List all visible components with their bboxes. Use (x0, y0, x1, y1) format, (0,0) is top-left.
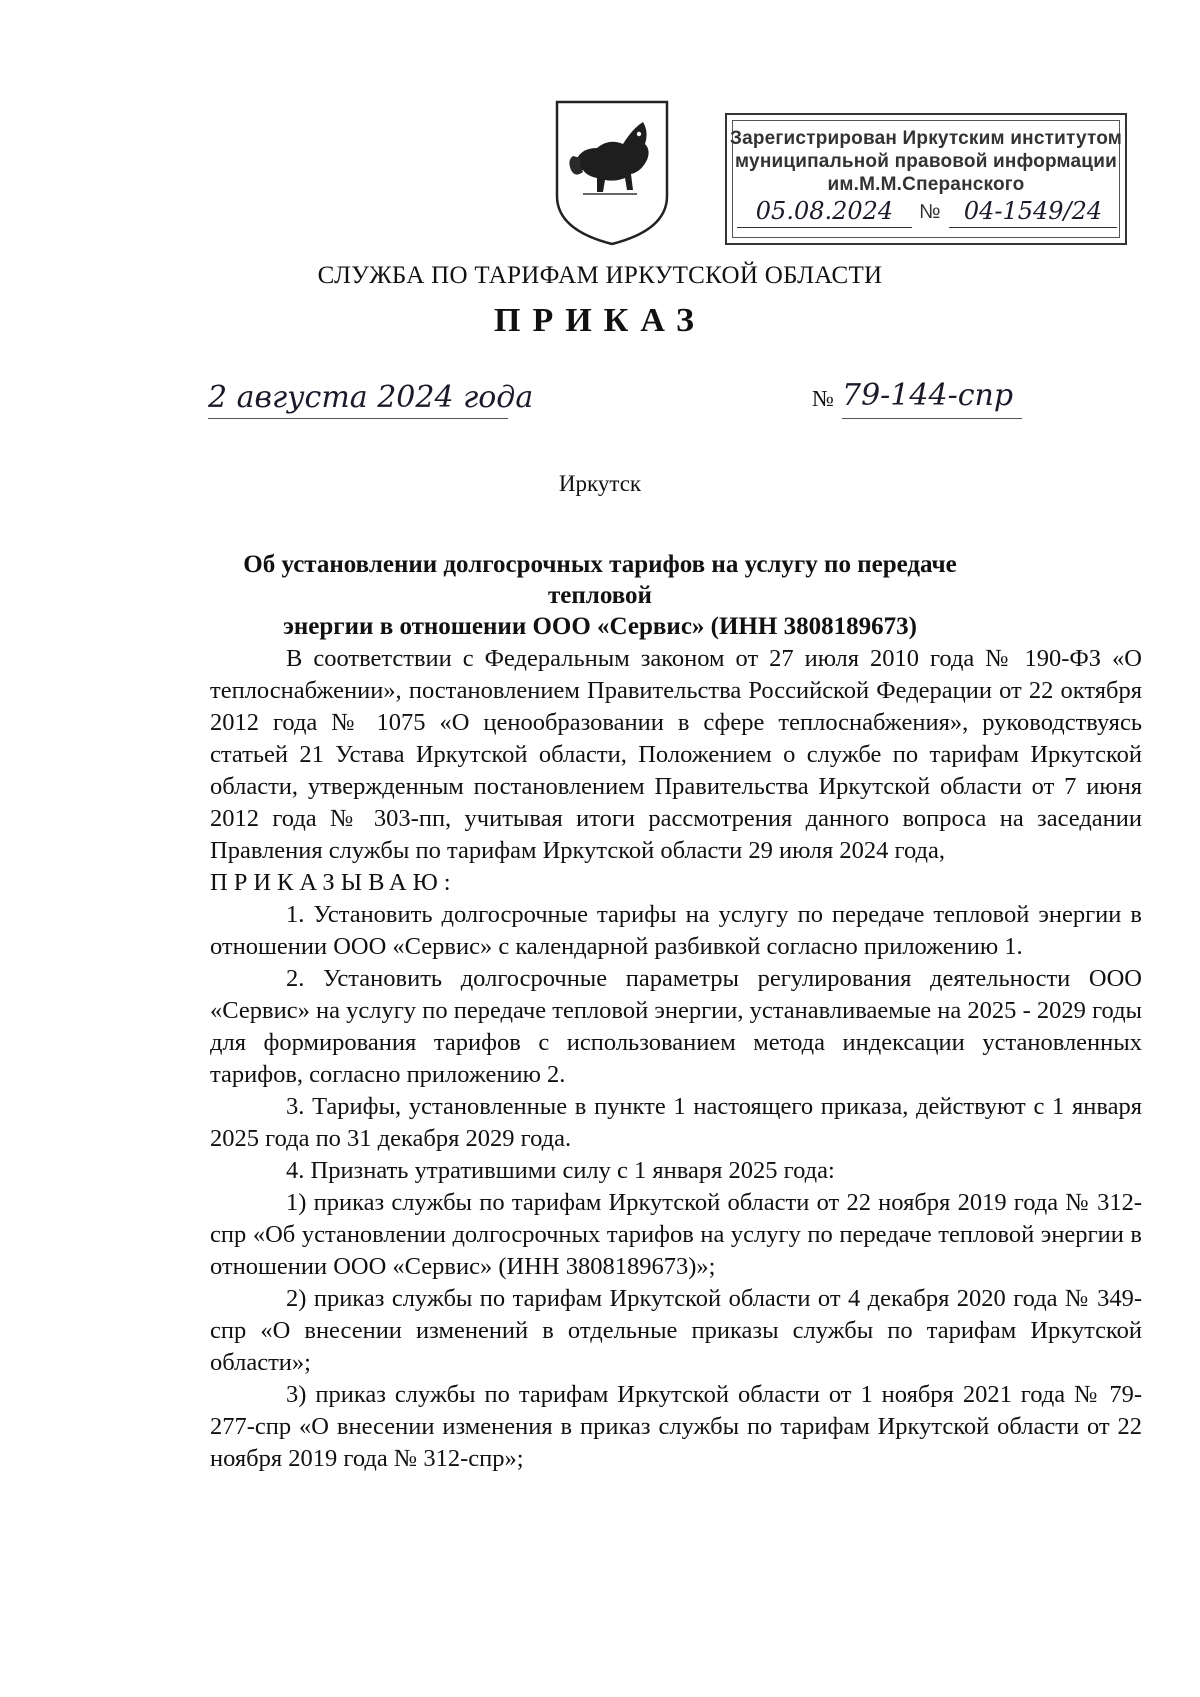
clause-paragraph: 4. Признать утратившими силу с 1 января 2025 года: (286, 1157, 835, 1184)
stamp-line: им.М.М.Сперанского (827, 174, 1025, 195)
registration-number-sign: № (919, 201, 941, 223)
stamp-line: Зарегистрирован Иркутским институтом (729, 128, 1123, 149)
document-body (210, 643, 1142, 1475)
title-line: энергии в отношении ООО «Сервис» (ИНН 3808189673) (283, 613, 917, 640)
order-number-sign: № (812, 386, 834, 411)
agency-name: СЛУЖБА ПО ТАРИФАМ ИРКУТСКОЙ ОБЛАСТИ (317, 262, 883, 289)
order-number: 79-144-спр (842, 378, 1014, 413)
city-name: Иркутск (558, 471, 642, 496)
title-line: Об установлении долгосрочных тарифов на услугу по передаче тепловой (243, 551, 957, 609)
date-underline (208, 418, 508, 419)
subclause-paragraph: 3) приказ службы по тарифам Иркутской области от 1 ноября 2021 года № 79-277-спр «О внесении изменения в приказ службы по тарифам Иркутской области от 22 ноября 2019 года № 312-спр»; (210, 1381, 1142, 1472)
registration-number: 04-1549/24 (963, 197, 1103, 225)
document-title (200, 549, 1000, 642)
document-type: ПРИКАЗ (494, 302, 706, 339)
clause-paragraph: 2. Установить долгосрочные параметры регулирования деятельности ООО «Сервис» на услугу по передаче тепловой энергии, устанавливаемые на 2025 - 2029 годы для формирования тарифов с использованием метода индексации установленных тарифов, согласно приложению 2. (210, 965, 1142, 1088)
registration-stamp (725, 113, 1127, 245)
clause-paragraph: 3. Тарифы, установленные в пункте 1 настоящего приказа, действуют с 1 января 2025 года по 31 декабря 2029 года. (210, 1093, 1142, 1152)
clause-paragraph: 1. Установить долгосрочные тарифы на услугу по передаче тепловой энергии в отношении ООО «Сервис» с календарной разбивкой согласно приложению 1. (210, 901, 1142, 960)
coat-of-arms-emblem (553, 98, 671, 248)
registration-date: 05.08.2024 (755, 197, 894, 225)
preamble-paragraph: В соответствии с Федеральным законом от 27 июля 2010 года № 190-ФЗ «О теплоснабжении», постановлением Правительства Российской Федерации от 22 октября 2012 года № 1075 «О ценообразовании в сфере теплоснабжения», руководствуясь статьей 21 Устава Иркутской области, Положением о службе по тарифам Иркутской области, утвержденным постановлением Правительства Иркутской области от 7 июня 2012 года № 303-пп, учитывая итоги рассмотрения данного вопроса на заседании Правления службы по тарифам Иркутской области 29 июля 2024 года, (210, 645, 1142, 864)
order-date: 2 августа 2024 года (208, 380, 534, 415)
subclause-paragraph: 1) приказ службы по тарифам Иркутской области от 22 ноября 2019 года № 312-спр «Об установлении долгосрочных тарифов на услугу по передаче тепловой энергии в отношении ООО «Сервис» (ИНН 3808189673)»; (210, 1189, 1142, 1280)
stamp-line: муниципальной правовой информации (735, 151, 1117, 172)
decree-word: ПРИКАЗЫВАЮ: (210, 869, 457, 896)
subclause-paragraph: 2) приказ службы по тарифам Иркутской области от 4 декабря 2020 года № 349-спр «О внесении изменений в отдельные приказы службы по тарифам Иркутской области»; (210, 1285, 1142, 1376)
number-underline (842, 418, 1022, 419)
